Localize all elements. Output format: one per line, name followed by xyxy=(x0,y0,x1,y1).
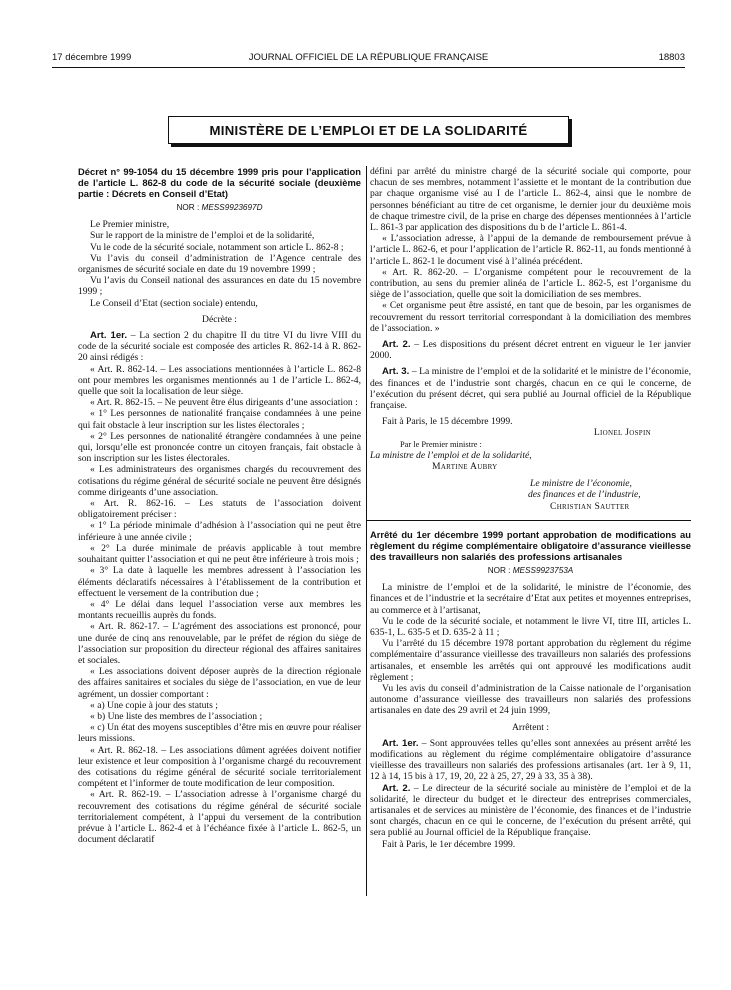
section-separator xyxy=(366,520,691,521)
left-para: « 2° La durée minimale de préavis applicable à tout membre souhaitant quitter l’association et qui ne peut être inférieure à trois mois ; xyxy=(78,542,361,566)
header-rule xyxy=(52,67,685,68)
ministre-1-role: La ministre de l’emploi et de la solidarité, xyxy=(370,449,532,461)
left-para: « 1° Les personnes de nationalité française condamnées à une peine qui fait obstacle à leur inscription sur les listes électorales ; xyxy=(78,408,361,431)
arretent-heading: Arrêtent : xyxy=(511,721,550,733)
decret-para: Le Conseil d’Etat (section sociale) entendu, xyxy=(90,297,258,309)
article-text: – Sont approuvées telles qu’elles sont annexées au présent arrêté les modifications au règlement du régime complémentaire obligatoire d’assurance vieillesse des travailleurs non salariés des professions artisanales (art. 1er à 9, 11, 12 à 14, 15 bis à 17, 19, 20, 22 à 25, 27, 29 à 33, 35 à 38). xyxy=(370,737,691,783)
left-column xyxy=(78,166,361,845)
arrete-para: Vu le code de la sécurité sociale, et notamment le livre VI, titre III, articles L. 635-1, L. 635-5 et D. 635-2 à 11 ; xyxy=(370,615,691,638)
ministre-1-name: Martine Aubry xyxy=(432,461,498,473)
page-number: 18803 xyxy=(658,52,685,63)
article-text: – Les dispositions du présent décret entrent en vigueur le 1er janvier 2000. xyxy=(370,339,691,362)
right-para: défini par arrêté du ministre chargé de la sécurité sociale qui comporte, pour chacun de ses membres, notamment l’assiette et le montant de la contribution due par chaque organisme visé au I de l’article L. 862-4, ainsi que le nombre de personnes bénéficiant au titre de cet organisme, le dernier jour du deuxième mois de chaque trimestre civil, de la prise en charge des dépenses mentionnées à l’article L. 861-3 par application des dispositions du b de l’article L. 861-4. xyxy=(370,166,691,234)
arrete-para: Vu l’arrêté du 15 décembre 1978 portant approbation du règlement du régime complémentaire d’assurance vieillesse des travailleurs non salariés des professions artisanales, et ensemble les arrêtés qui ont approuvé les modifications audit règlement ; xyxy=(370,638,691,683)
signer-name: Lionel Jospin xyxy=(593,427,651,439)
arrete-nor-label: NOR : xyxy=(487,565,511,575)
article-label: Art. 2. xyxy=(382,782,411,794)
left-para: « Art. R. 862-16. – Les statuts de l’association doivent obligatoirement préciser : xyxy=(78,498,361,521)
page-header xyxy=(52,52,685,66)
left-para: « c) Un état des moyens susceptibles d’être mis en œuvre pour réaliser leurs missions. xyxy=(78,722,361,745)
arrete-title: Arrêté du 1er décembre 1999 portant approbation de modifications au règlement du régime complémentaire obligatoire d’assurance vieillesse des travailleurs non salariés des professions artisanales xyxy=(370,528,691,562)
article-label: Art. 3. xyxy=(382,366,410,378)
journal-title: JOURNAL OFFICIEL DE LA RÉPUBLIQUE FRANÇAISE xyxy=(248,52,489,63)
left-para: « Les administrateurs des organismes chargés du recouvrement des cotisations du régime général de sécurité sociale ne peuvent être désignés comme dirigeants d’une association. xyxy=(78,464,361,498)
decret-article-2 xyxy=(370,339,691,361)
article-label: Art. 1er. xyxy=(382,737,419,749)
decret-para: Le Premier ministre, xyxy=(90,219,170,231)
right-para: « Cet organisme peut être assisté, en tant que de besoin, par les organismes de recouvrement du ressort territorial correspondant à la domiciliation des membres de l’association. » xyxy=(370,300,691,334)
left-para: « Art. R. 862-19. – L’association adresse à l’organisme chargé du recouvrement des cotisations du régime général de sécurité sociale territorialement compétent, à l’appui du versement de la contribution prévue à l’article L. 862-4 et à l’échéance fixée à l’article L. 862-5, un document déclaratif xyxy=(78,789,361,846)
column-divider xyxy=(366,166,367,896)
left-para: « Art. R. 862-17. – L’agrément des associations est prononcé, pour une durée de cinq ans renouvelable, par le préfet de région du siège de l’association sur proposition du directeur régional des affaires sanitaires et sociales. xyxy=(78,621,361,666)
left-para: « 1° La période minimale d’adhésion à l’association qui ne peut être inférieure à une année civile ; xyxy=(78,520,361,543)
decret-signatures xyxy=(370,427,691,511)
left-para: « Art. R. 862-15. – Ne peuvent être élus dirigeants d’une association : xyxy=(90,397,358,409)
arrete-nor xyxy=(370,565,691,576)
decret-nor-label: NOR : xyxy=(176,203,200,212)
article-text: – La ministre de l’emploi et de la solidarité et le ministre de l’économie, des finances et de l’industrie sont chargés, chacun en ce qui le concerne, de l’exécution du présent décret, qui sera publié au Journal officiel de la République française. xyxy=(370,366,691,412)
issue-date: 17 décembre 1999 xyxy=(52,52,132,63)
arrete-para: La ministre de l’emploi et de la solidarité, le ministre de l’économie, des finances et de l’industrie et la secrétaire d’Etat aux petites et moyennes entreprises, au commerce et à l’artisanat, xyxy=(370,582,691,616)
left-para: « Les associations doivent déposer auprès de la direction régionale des affaires sanitaires et sociales du siège de l’association, en vue de leur agrément, un dossier comportant : xyxy=(78,666,361,700)
ministre-2-role: Le ministre de l’économie, xyxy=(530,478,632,490)
ministry-title: MINISTÈRE DE L’EMPLOI ET DE LA SOLIDARITÉ xyxy=(209,122,528,138)
decret-fait: Fait à Paris, le 15 décembre 1999. xyxy=(382,416,513,428)
left-para: « 4° Le délai dans lequel l’association verse aux membres les montants recueillis auprès du fonds. xyxy=(78,598,361,622)
left-para: « 2° Les personnes de nationalité étrangère condamnées à une peine qui, lorsqu’elle est prononcée contre un citoyen français, fait obstacle à son inscription sur les listes électorales. xyxy=(78,430,361,465)
right-para: « L’association adresse, à l’appui de la demande de remboursement prévue à l’article L. 862-6, et pour l’application de l’article R. 862-11, au fonds mentionné à l’article L. 862-1 le document visé à l’alinéa précédent. xyxy=(370,233,691,267)
decrete-heading: Décrète : xyxy=(202,313,237,325)
decret-para: Sur le rapport de la ministre de l’emploi et de la solidarité, xyxy=(90,230,315,242)
decret-nor xyxy=(78,202,361,213)
left-para: « Art. R. 862-18. – Les associations dûment agréées doivent notifier leur existence et leur composition à l’organisme chargé du recouvrement des cotisations du régime général de sécurité sociale territorialement compétent et l’informer de toute modification de leur composition. xyxy=(78,744,361,790)
arrete-fait: Fait à Paris, le 1er décembre 1999. xyxy=(382,838,516,850)
left-para: « Art. R. 862-14. – Les associations mentionnées à l’article L. 862-8 ont pour membres les organismes mentionnés au 1 de l’article L. 862-4, quelle que soit la localisation de leur siège. xyxy=(78,363,361,398)
right-column xyxy=(370,166,691,850)
arrete-nor-code: MESS9923753A xyxy=(512,565,574,575)
ministre-2-role: des finances et de l’industrie, xyxy=(528,489,641,501)
decret-article-3 xyxy=(370,366,691,411)
ministre-2-name: Christian Sautter xyxy=(550,500,630,512)
arrete-article-2 xyxy=(370,783,691,839)
left-para: « b) Une liste des membres de l’association ; xyxy=(90,710,263,722)
article-label: Art. 1er. xyxy=(90,330,128,342)
par-le-premier-ministre: Par le Premier ministre : xyxy=(400,439,482,449)
decret-title: Décret n° 99-1054 du 15 décembre 1999 pris pour l’application de l’article L. 862-8 du code de la sécurité sociale (deuxième partie : Décrets en Conseil d’Etat) xyxy=(78,166,361,199)
decret-article-1 xyxy=(78,330,361,364)
left-para: « 3° La date à laquelle les membres adressent à l’association les éléments déclaratifs nécessaires à l’établissement de la contribution et effectuent le versement de la contribution due ; xyxy=(78,565,361,599)
article-text: – Le directeur de la sécurité sociale au ministère de l’emploi et de la solidarité, le directeur du budget et le directeur des entreprises commerciales, artisanales et de services au ministère de l’économie, des finances et de l’industrie sont chargés, chacun en ce qui le concerne, de l’exécution du présent arrêté, qui sera publié au Journal officiel de la République française. xyxy=(370,782,691,839)
arrete-article-1 xyxy=(370,738,691,783)
decret-para: Vu l’avis du conseil d’administration de l’Agence centrale des organismes de sécurité sociale en date du 19 novembre 1999 ; xyxy=(78,252,361,276)
arrete-para: Vu les avis du conseil d’administration de la Caisse nationale de l’organisation autonome d’assurance vieillesse des travailleurs non salariés des professions artisanales en date des 29 avril et 24 juin 1999, xyxy=(370,682,691,717)
right-para: « Art. R. 862-20. – L’organisme compétent pour le recouvrement de la contribution, au sens du premier alinéa de l’article L. 862-5, est l’organisme du siège de l’association, quelle que soit la domiciliation de ses membres. xyxy=(370,266,691,301)
decret-para: Vu l’avis du Conseil national des assurances en date du 15 novembre 1999 ; xyxy=(78,275,361,298)
left-para: « a) Une copie à jour des statuts ; xyxy=(90,699,218,711)
decret-para: Vu le code de la sécurité sociale, notamment son article L. 862-8 ; xyxy=(90,241,344,253)
article-label: Art. 2. xyxy=(382,339,411,351)
decret-nor-code: MESS9923697D xyxy=(201,203,263,212)
ministry-box xyxy=(168,116,569,144)
article-text: – La section 2 du chapitre II du titre VI du livre VIII du code de la sécurité sociale est composée des articles R. 862-14 à R. 862-20 ainsi rédigés : xyxy=(78,330,361,364)
